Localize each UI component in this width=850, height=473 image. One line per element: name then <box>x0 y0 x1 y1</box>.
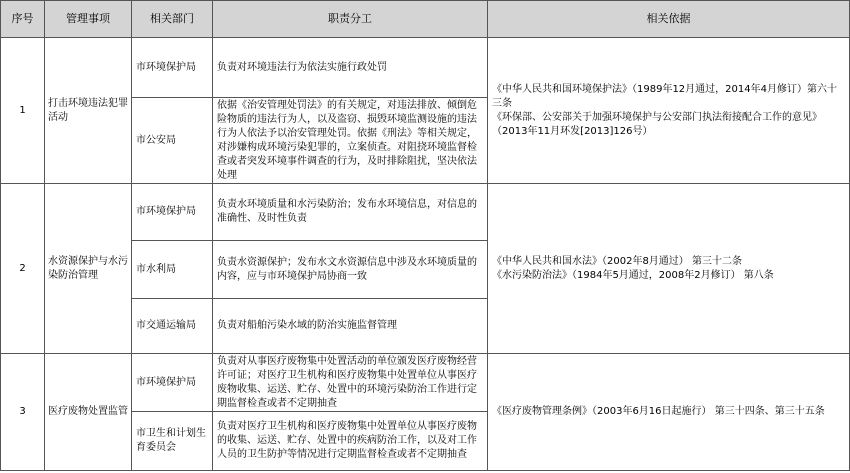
row-dept: 市环境保护局 <box>132 38 213 98</box>
table-header-row <box>1 1 850 38</box>
row-basis <box>488 354 850 471</box>
row-duty: 负责对船舶污染水域的防治实施监督管理 <box>213 299 488 354</box>
row-duty: 负责水资源保护；发布水文水资源信息中涉及水环境质量的内容，应与市环境保护局协商一致 <box>213 241 488 299</box>
basis-line: 《中华人民共和国水法》（2002年8月通过） 第三十二条 <box>492 255 742 267</box>
header-dept: 相关部门 <box>132 1 213 38</box>
row-duty: 负责对从事医疗废物集中处置活动的单位颁发医疗废物经营许可证；对医疗卫生机构和医疗废物集中处置单位从事医疗废物收集、运送、贮存、处置中的环境污染防治工作进行定期监督检查或者不定期抽查 <box>213 354 488 412</box>
row-item: 打击环境违法犯罪活动 <box>45 38 132 184</box>
row-dept: 市卫生和计划生育委员会 <box>132 412 213 471</box>
row-dept: 市公安局 <box>132 98 213 184</box>
row-seq: 1 <box>1 38 45 184</box>
row-duty: 负责对环境违法行为依法实施行政处罚 <box>213 38 488 98</box>
row-dept: 市水利局 <box>132 241 213 299</box>
row-duty: 依据《治安管理处罚法》的有关规定，对违法排放、倾倒危险物质的违法行为人，以及盗窃、损毁环境监测设施的违法行为人依法予以治安管理处罚。依据《刑法》等相关规定，对涉嫌构成环境污染犯罪的，立案侦查。对阻挠环境监督检查或者突发环境事件调查的行为，及时排除阻扰，坚决依法处理 <box>213 98 488 184</box>
basis-line: 《环保部、公安部关于加强环境保护与公安部门执法衔接配合工作的意见》（2013年11月环发[2013]126号） <box>492 111 822 137</box>
header-basis: 相关依据 <box>488 1 850 38</box>
row-dept: 市环境保护局 <box>132 354 213 412</box>
table-row <box>1 38 850 98</box>
header-duty: 职责分工 <box>213 1 488 38</box>
row-duty: 负责水环境质量和水污染防治；发布水环境信息，对信息的准确性、及时性负责 <box>213 184 488 241</box>
table-row <box>1 184 850 241</box>
header-seq: 序号 <box>1 1 45 38</box>
row-seq: 3 <box>1 354 45 471</box>
row-dept: 市环境保护局 <box>132 184 213 241</box>
row-duty: 负责对医疗卫生机构和医疗废物集中处置单位从事医疗废物的收集、运送、贮存、处置中的疾病防治工作，以及对工作人员的卫生防护等情况进行定期监督检查或者不定期抽查 <box>213 412 488 471</box>
header-item: 管理事项 <box>45 1 132 38</box>
row-basis <box>488 38 850 184</box>
row-basis <box>488 184 850 354</box>
basis-line: 《中华人民共和国环境保护法》（1989年12月通过，2014年4月修订）第六十三条 <box>492 83 837 109</box>
table-row <box>1 354 850 412</box>
row-dept: 市交通运输局 <box>132 299 213 354</box>
basis-line: 《医疗废物管理条例》（2003年6月16日起施行） 第三十四条、第三十五条 <box>492 406 825 417</box>
row-seq: 2 <box>1 184 45 354</box>
row-item: 水资源保护与水污染防治管理 <box>45 184 132 354</box>
row-item: 医疗废物处置监管 <box>45 354 132 471</box>
basis-line: 《水污染防治法》（1984年5月通过，2008年2月修订） 第八条 <box>492 269 774 281</box>
